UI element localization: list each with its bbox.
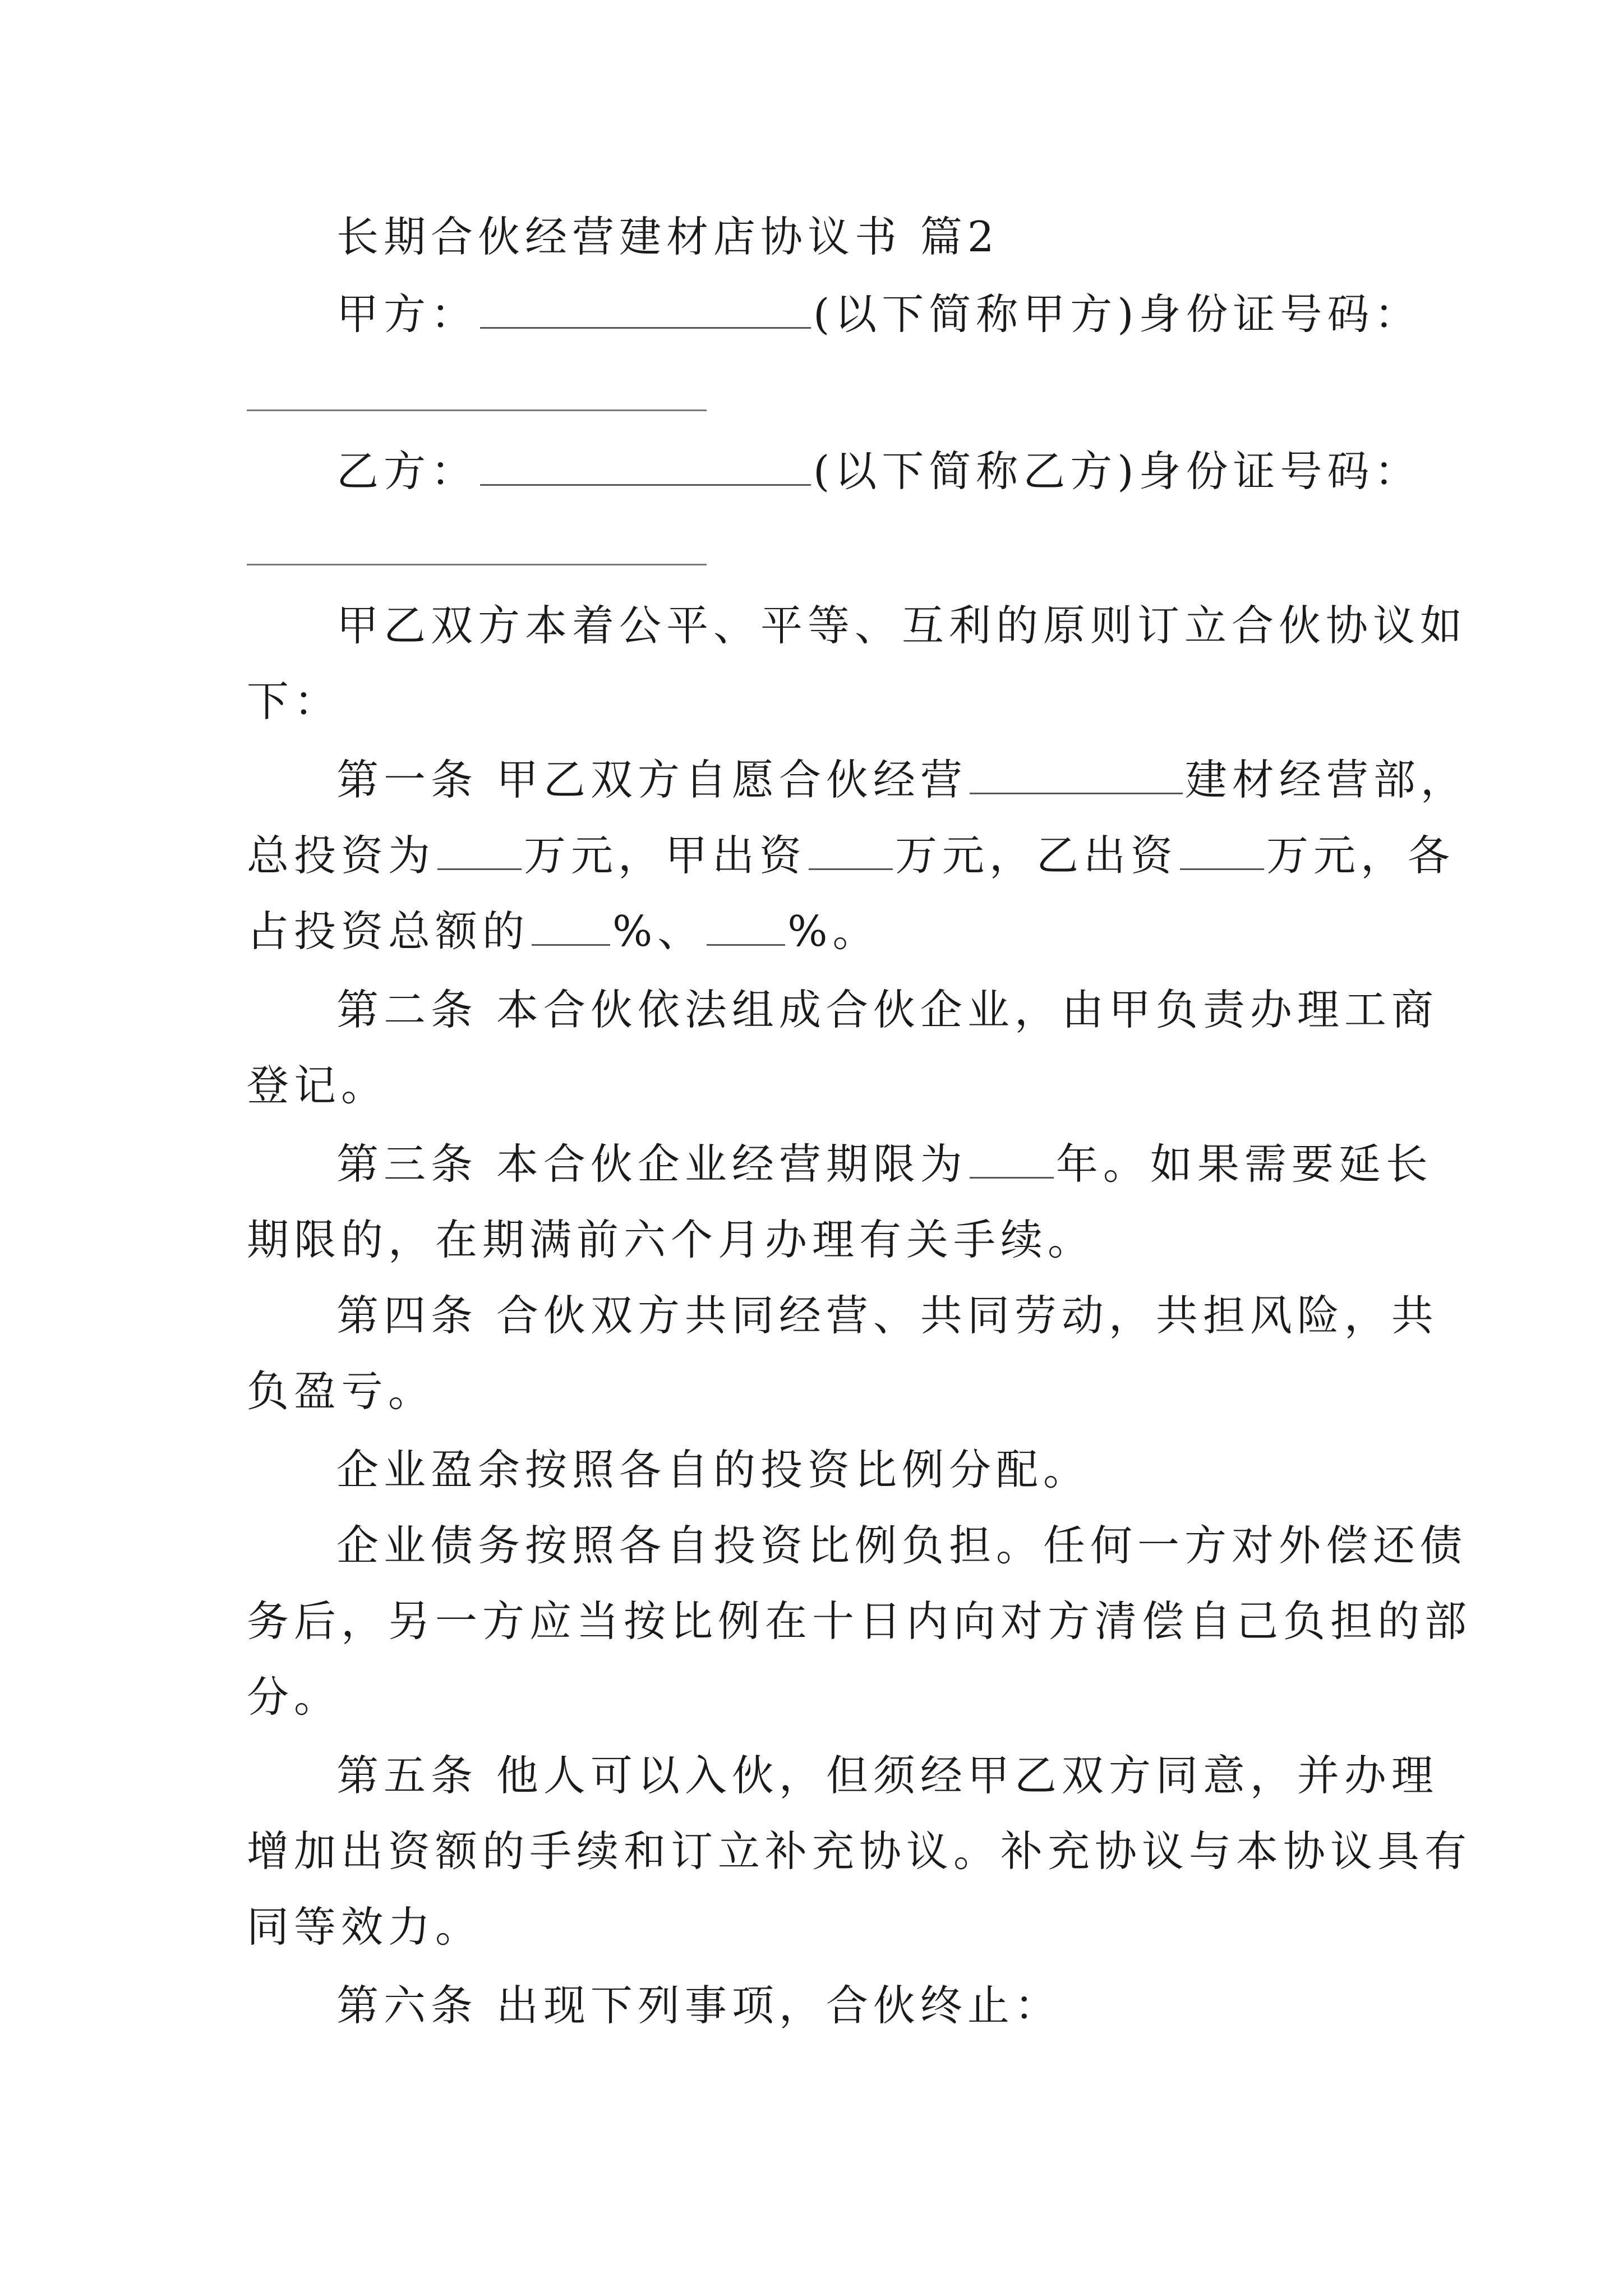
- article1-line-1: [336, 752, 1468, 808]
- article1-text-i: %。: [787, 907, 880, 956]
- party-b-suffix: (以下简称乙方)身份证号码：: [813, 447, 1422, 496]
- party-b-share-blank[interactable]: [707, 904, 785, 946]
- article5-line-1: 第五条 他人可以入伙，但须经甲乙双方同意，并办理: [336, 1751, 1438, 1800]
- party-a-label: 甲方：: [336, 289, 478, 339]
- party-a-line: [336, 286, 1422, 342]
- article1-text-d: 万元，甲出资: [524, 831, 807, 880]
- article1-text-b: 建材经营部，: [1184, 755, 1468, 804]
- article1-text-c: 总投资为: [247, 831, 436, 880]
- debt-line-1: 企业债务按照各自投资比例负担。任何一方对外偿还债: [336, 1521, 1468, 1570]
- party-b-label: 乙方：: [336, 447, 478, 496]
- party-b-investment-blank[interactable]: [1180, 828, 1264, 870]
- profit-clause: 企业盈余按照各自的投资比例分配。: [336, 1445, 1091, 1494]
- article4-line-2: 负盈亏。: [247, 1366, 436, 1416]
- party-a-id-blank[interactable]: [247, 409, 707, 411]
- party-a-share-blank[interactable]: [532, 904, 610, 946]
- party-b-name-blank[interactable]: [480, 444, 811, 486]
- article1-text-a: 第一条 甲乙双方自愿合伙经营: [336, 755, 967, 804]
- article1-text-e: 万元，乙出资: [895, 831, 1178, 880]
- article1-line-3: [247, 903, 880, 959]
- term-years-blank[interactable]: [970, 1137, 1054, 1179]
- article3-text-b: 年。如果需要延长: [1055, 1139, 1433, 1189]
- article3-line-2: 期限的，在期满前六个月办理有关手续。: [247, 1215, 1095, 1264]
- article1-line-2: [247, 827, 1455, 884]
- preamble-line-2: 下：: [247, 677, 342, 726]
- party-a-investment-blank[interactable]: [809, 828, 893, 870]
- article4-line-1: 第四条 合伙双方共同经营、共同劳动，共担风险，共: [336, 1291, 1438, 1340]
- document-title: 长期合伙经营建材店协议书 篇2: [336, 212, 999, 261]
- article2-line-2: 登记。: [247, 1061, 389, 1110]
- debt-line-3: 分。: [247, 1672, 342, 1722]
- article1-text-f: 万元，各: [1266, 831, 1455, 880]
- debt-line-2: 务后，另一方应当按比例在十日内向对方清偿自己负担的部: [247, 1596, 1472, 1646]
- article2-line-1: 第二条 本合伙依法组成合伙企业，由甲负责办理工商: [336, 985, 1438, 1034]
- party-b-line: [336, 443, 1422, 499]
- article5-line-2: 增加出资额的手续和订立补充协议。补充协议与本协议具有: [247, 1826, 1472, 1876]
- total-investment-blank[interactable]: [437, 828, 522, 870]
- business-name-blank[interactable]: [970, 752, 1183, 794]
- article3-text-a: 第三条 本合伙企业经营期限为: [336, 1139, 967, 1189]
- party-a-name-blank[interactable]: [480, 287, 811, 329]
- article3-line-1: [336, 1136, 1433, 1192]
- article5-line-3: 同等效力。: [247, 1902, 483, 1952]
- article1-text-g: 占投资总额的: [247, 907, 530, 956]
- article6-line-1: 第六条 出现下列事项，合伙终止：: [336, 1981, 1062, 2030]
- party-b-id-blank[interactable]: [247, 564, 707, 565]
- article1-text-h: %、: [612, 907, 705, 956]
- party-a-suffix: (以下简称甲方)身份证号码：: [813, 289, 1422, 339]
- preamble-line-1: 甲乙双方本着公平、平等、互利的原则订立合伙协议如: [336, 601, 1468, 650]
